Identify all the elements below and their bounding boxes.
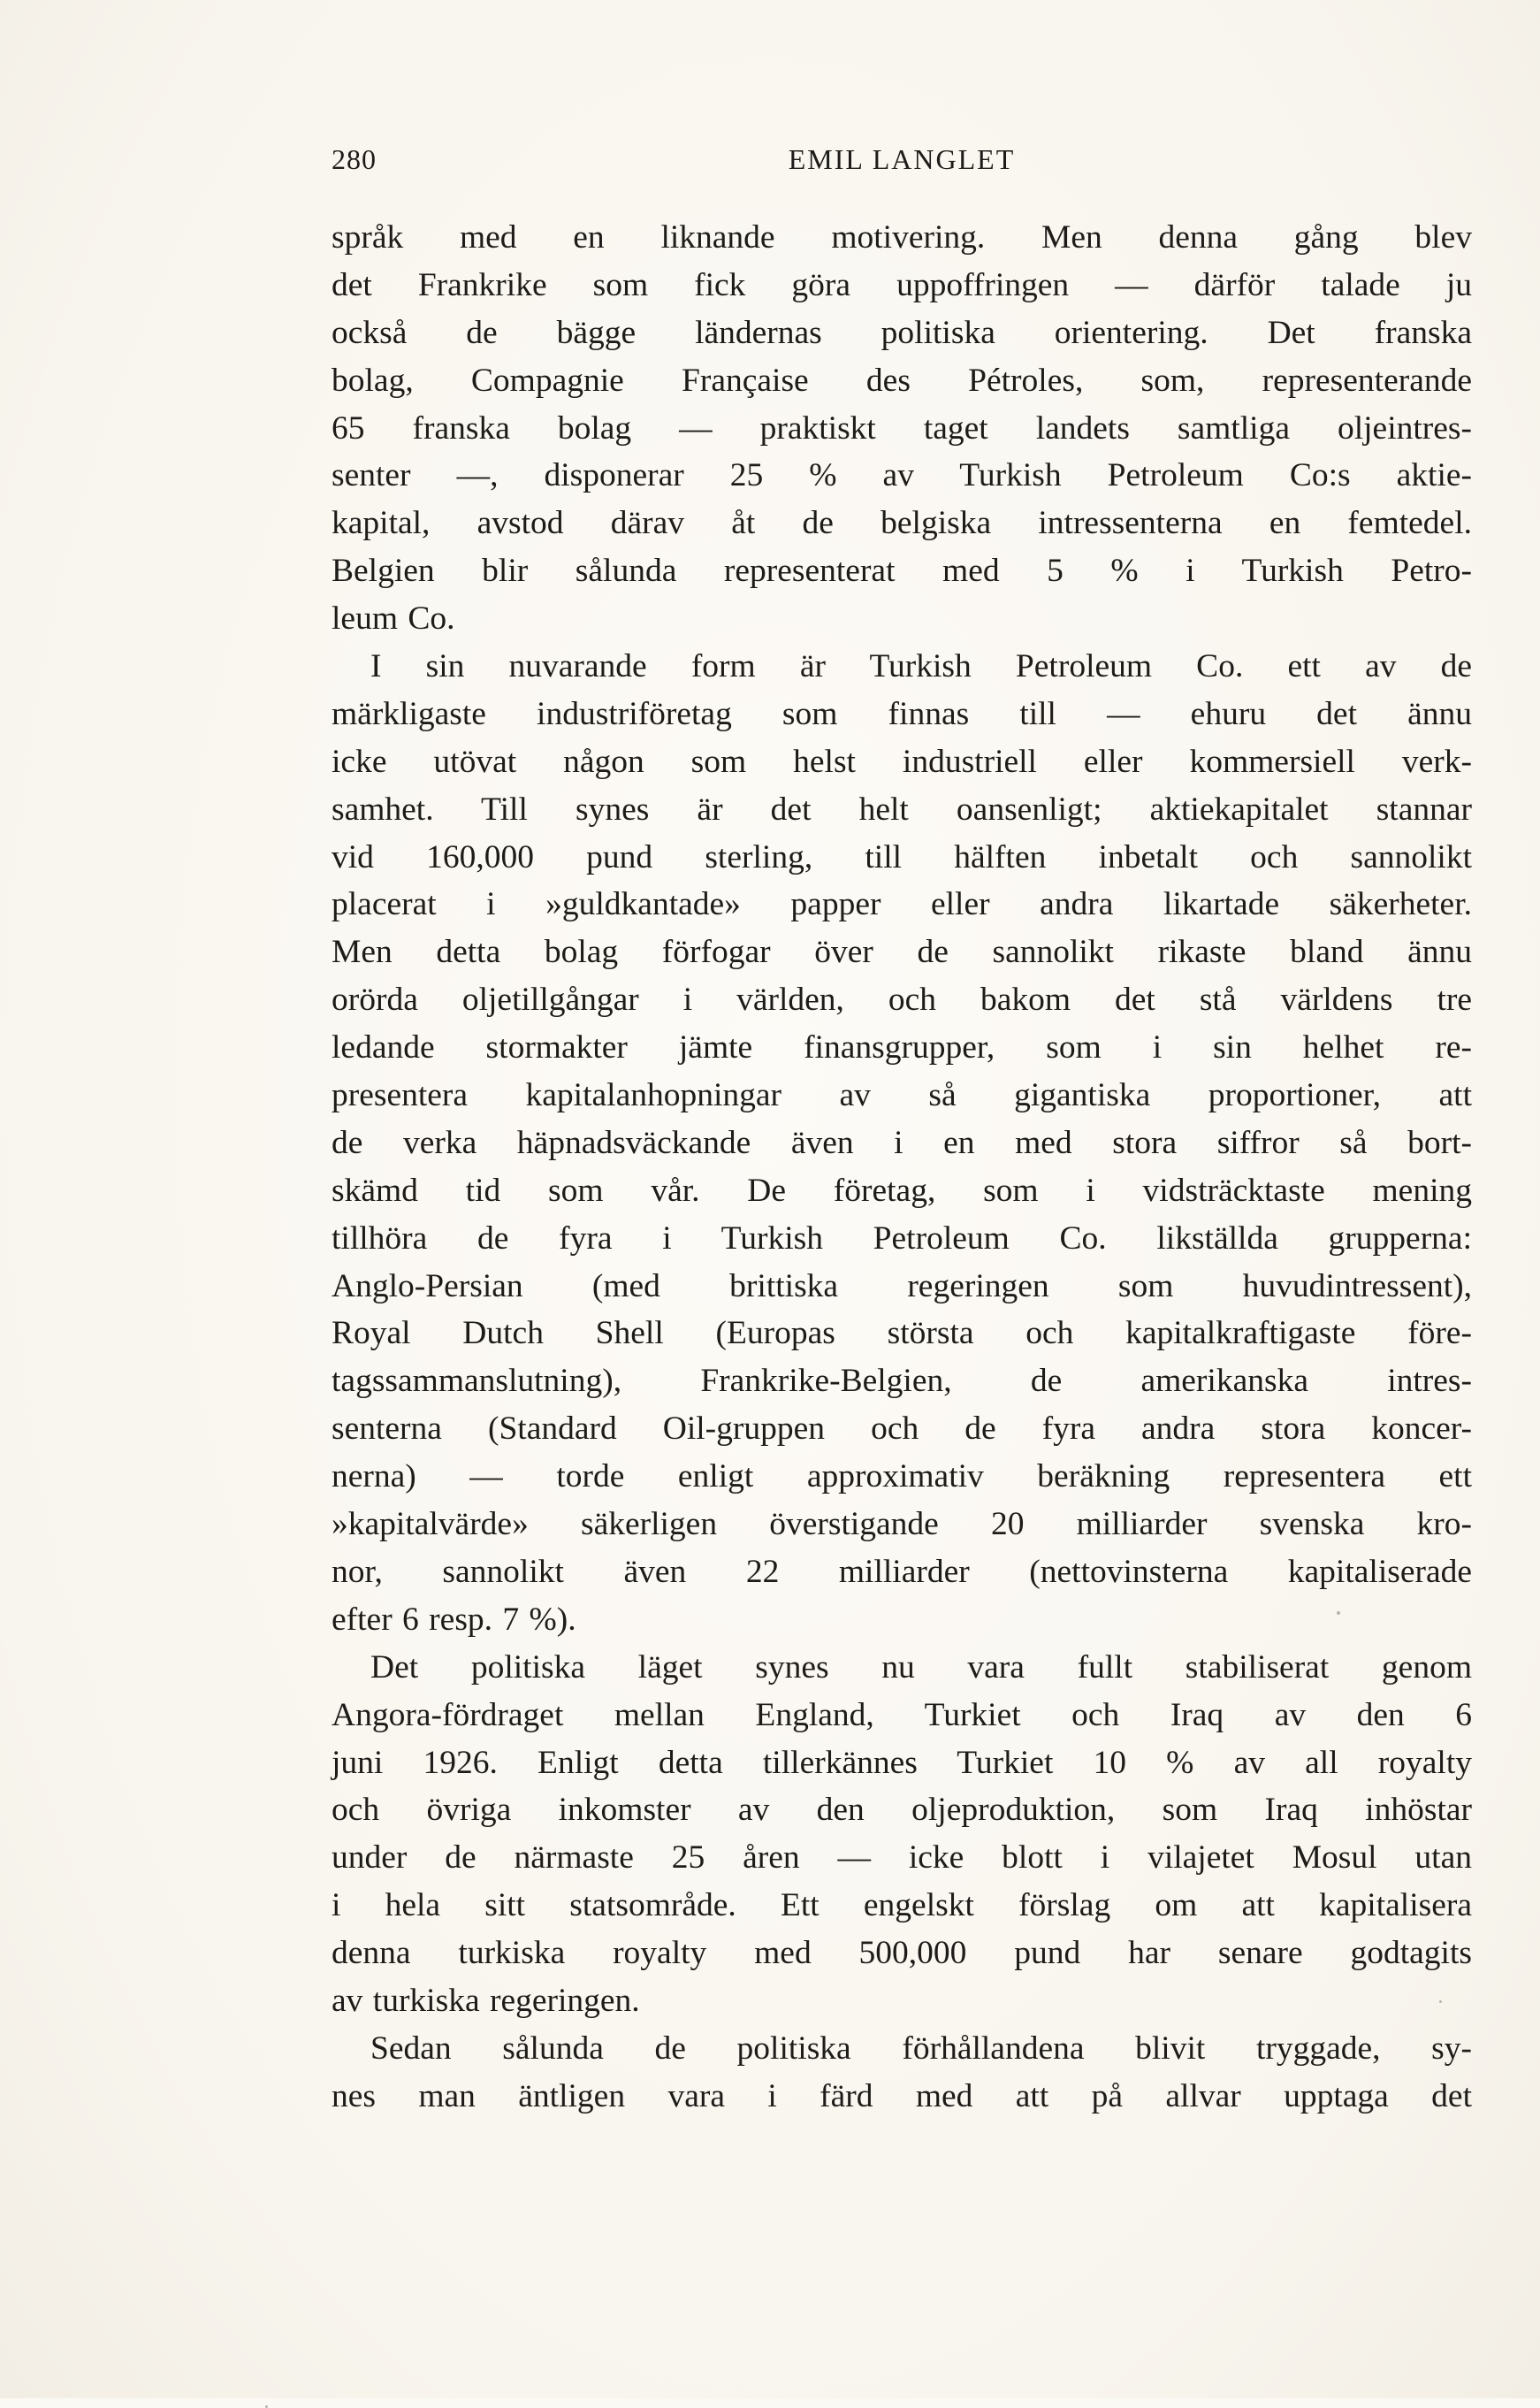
text-line: tagssammanslutning), Frankrike-Belgien, de amerikanska intres-	[332, 1363, 1472, 1400]
text-line: presentera kapitalanhopningar av så gigantiska proportioner, att	[332, 1077, 1472, 1114]
text-line: Men detta bolag förfogar över de sannolikt rikaste bland ännu	[332, 934, 1472, 971]
text-line: efter 6 resp. 7 %).	[332, 1601, 576, 1638]
running-head: EMIL LANGLET	[788, 143, 1016, 175]
text-line: 65 franska bolag — praktiskt taget landets samtliga oljeintres-	[332, 409, 1472, 447]
text-line: nerna) — torde enligt approximativ beräkning representera ett	[332, 1458, 1472, 1495]
text-line: Angora-fördraget mellan England, Turkiet och Iraq av den 6	[332, 1696, 1472, 1733]
text-line: bolag, Compagnie Française des Pétroles, som, representerande	[332, 362, 1472, 399]
text-line: tillhöra de fyra i Turkish Petroleum Co. likställda grupperna:	[332, 1219, 1472, 1257]
text-line: icke utövat någon som helst industriell eller kommersiell verk-	[332, 743, 1472, 780]
text-line: Anglo-Persian (med brittiska regeringen som huvudintressent),	[332, 1267, 1472, 1304]
text-line: också de bägge ländernas politiska orientering. Det franska	[332, 314, 1472, 351]
text-line: samhet. Till synes är det helt oansenligt; aktiekapitalet stannar	[332, 791, 1472, 828]
text-line: i hela sitt statsområde. Ett engelskt förslag om att kapitalisera	[332, 1887, 1472, 1924]
text-line: vid 160,000 pund sterling, till hälften inbetalt och sannolikt	[332, 838, 1472, 875]
text-line: och övriga inkomster av den oljeproduktion, som Iraq inhöstar	[332, 1792, 1472, 1829]
text-line: denna turkiska royalty med 500,000 pund har senare godtagits	[332, 1935, 1472, 1972]
text-line: under de närmaste 25 åren — icke blott i vilajetet Mosul utan	[332, 1839, 1472, 1877]
text-line: nes man äntligen vara i färd med att på allvar upptaga det	[332, 2077, 1472, 2114]
text-line: Belgien blir sålunda representerat med 5 % i Turkish Petro-	[332, 553, 1472, 590]
paper-speck	[1439, 2000, 1442, 2003]
text-line: det Frankrike som fick göra uppoffringen — därför talade ju	[332, 266, 1472, 303]
page-number: 280	[332, 143, 377, 175]
page-header	[332, 143, 1472, 182]
text-line: Royal Dutch Shell (Europas största och kapitalkraftigaste före-	[332, 1315, 1472, 1352]
body-text	[332, 214, 1472, 2121]
text-line: av turkiska regeringen.	[332, 1982, 640, 2019]
text-line: nor, sannolikt även 22 milliarder (nettovinsterna kapitaliserade	[332, 1553, 1472, 1590]
text-line: I sin nuvarande form är Turkish Petroleum Co. ett av de	[370, 648, 1472, 685]
text-line: Det politiska läget synes nu vara fullt stabiliserat genom	[370, 1648, 1472, 1686]
paper-speck	[1337, 1611, 1340, 1615]
text-line: juni 1926. Enligt detta tillerkännes Turkiet 10 % av all royalty	[332, 1744, 1472, 1781]
text-line: kapital, avstod därav åt de belgiska intressenterna en femtedel.	[332, 505, 1472, 542]
text-line: Sedan sålunda de politiska förhållandena blivit tryggade, sy-	[370, 2030, 1472, 2067]
text-line: ledande stormakter jämte finansgrupper, som i sin helhet re-	[332, 1029, 1472, 1066]
text-line: orörda oljetillgångar i världen, och bakom det stå världens tre	[332, 982, 1472, 1019]
text-line: märkligaste industriföretag som finnas till — ehuru det ännu	[332, 695, 1472, 732]
text-line: skämd tid som vår. De företag, som i vidsträcktaste mening	[332, 1172, 1472, 1209]
text-line: de verka häpnadsväckande även i en med stora siffror så bort-	[332, 1124, 1472, 1161]
text-line: »kapitalvärde» säkerligen överstigande 20 milliarder svenska kro-	[332, 1506, 1472, 1543]
text-line: språk med en liknande motivering. Men denna gång blev	[332, 219, 1472, 256]
text-line: placerat i »guldkantade» papper eller andra likartade säkerheter.	[332, 886, 1472, 923]
text-line: senterna (Standard Oil-gruppen och de fyra andra stora koncer-	[332, 1410, 1472, 1448]
text-line: leum Co.	[332, 600, 455, 638]
text-line: senter —, disponerar 25 % av Turkish Petroleum Co:s aktie-	[332, 457, 1472, 494]
